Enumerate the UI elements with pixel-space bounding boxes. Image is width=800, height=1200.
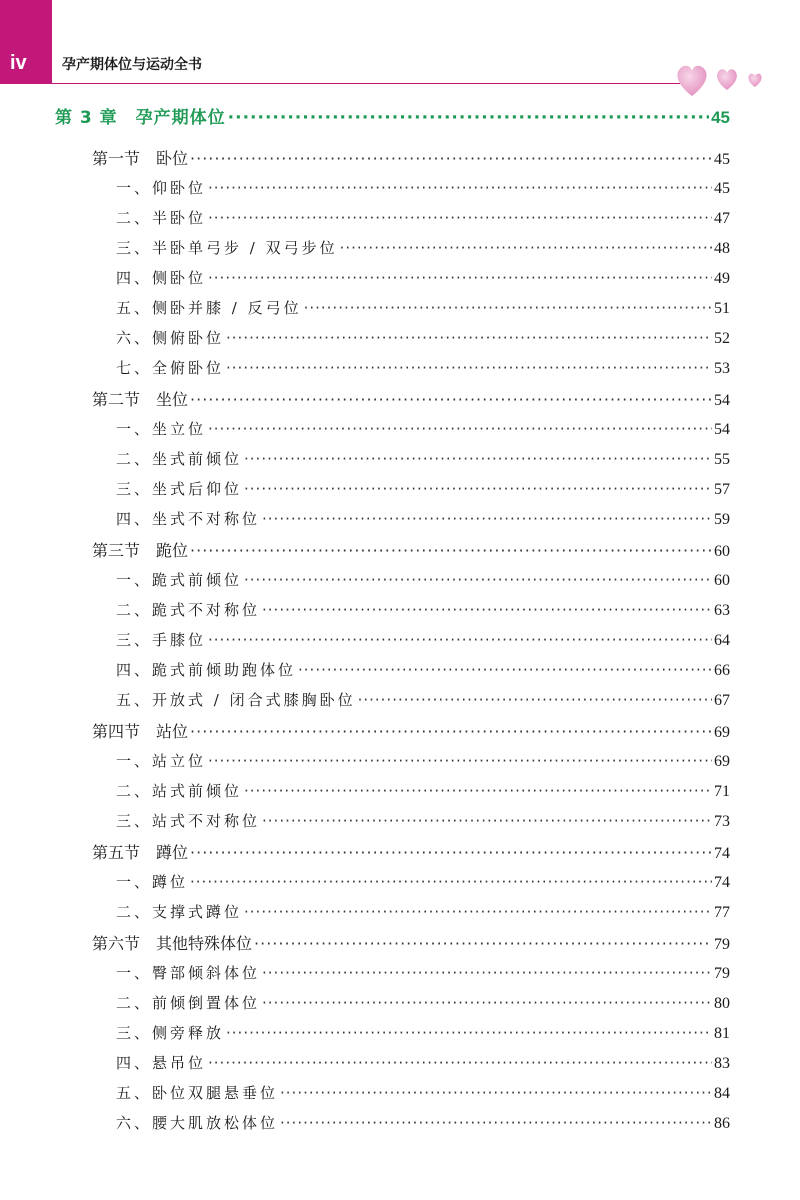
- toc-page-number: 74: [714, 874, 730, 891]
- toc-item-label: 二、跪式不对称位: [116, 601, 261, 619]
- toc-page-number: 52: [714, 330, 730, 347]
- toc-page-number: 57: [714, 481, 730, 498]
- dot-leader: [244, 571, 712, 589]
- dot-leader: [298, 661, 712, 679]
- toc-item-label: 二、前倾倒置体位: [116, 994, 261, 1012]
- dot-leader: [190, 722, 712, 741]
- toc-page-number: 47: [714, 210, 730, 227]
- toc-item-label: 四、跪式前倾助跑体位: [116, 661, 297, 679]
- toc-page-number: 79: [714, 965, 730, 982]
- dot-leader: [244, 782, 712, 800]
- toc-page-number: 74: [714, 845, 730, 862]
- toc-page-number: 79: [714, 936, 730, 953]
- toc-item-label: 四、侧卧位: [116, 269, 207, 287]
- toc-section-entry[interactable]: [92, 538, 730, 561]
- dot-leader: [190, 873, 712, 891]
- toc-item-entry[interactable]: [116, 357, 730, 378]
- toc-page-number: 55: [714, 451, 730, 468]
- toc-item-label: 六、侧俯卧位: [116, 329, 225, 347]
- toc-item-entry[interactable]: [116, 750, 730, 771]
- toc-item-entry[interactable]: [116, 237, 730, 258]
- dot-leader: [304, 299, 712, 317]
- toc-item-label: 三、坐式后仰位: [116, 480, 243, 498]
- dot-leader: [228, 108, 709, 128]
- toc-page-number: 69: [714, 753, 730, 770]
- toc-page-number: 71: [714, 783, 730, 800]
- toc-page-number: 73: [714, 813, 730, 830]
- toc-page-number: 83: [714, 1055, 730, 1072]
- toc-item-label: 二、支撑式蹲位: [116, 903, 243, 921]
- toc-item-entry[interactable]: [116, 871, 730, 892]
- dot-leader: [226, 329, 712, 347]
- toc-section-label: 第四节 站位: [92, 722, 189, 741]
- toc-section-entry[interactable]: [92, 931, 730, 954]
- dot-leader: [262, 601, 712, 619]
- toc-page-number: 49: [714, 270, 730, 287]
- toc-item-label: 三、半卧单弓步 / 双弓步位: [116, 239, 338, 257]
- toc-item-entry[interactable]: [116, 810, 730, 831]
- toc-page-number: 54: [714, 392, 730, 409]
- dot-leader: [244, 903, 712, 921]
- toc-page-number: 67: [714, 692, 730, 709]
- toc-item-entry[interactable]: [116, 689, 730, 710]
- toc-item-entry[interactable]: [116, 901, 730, 922]
- dot-leader: [244, 480, 712, 498]
- dot-leader: [208, 631, 712, 649]
- dot-leader: [190, 149, 712, 168]
- toc-item-label: 五、开放式 / 闭合式膝胸卧位: [116, 691, 356, 709]
- toc-item-label: 三、侧旁释放: [116, 1024, 225, 1042]
- toc-item-entry[interactable]: [116, 177, 730, 198]
- dot-leader: [190, 541, 712, 560]
- dot-leader: [208, 1054, 712, 1072]
- toc-page-number: 69: [714, 724, 730, 741]
- dot-leader: [262, 510, 712, 528]
- toc-chapter-label: 第 3 章 孕产期体位: [55, 108, 226, 128]
- dot-leader: [358, 691, 712, 709]
- toc-page-number: 66: [714, 662, 730, 679]
- toc-item-entry[interactable]: [116, 962, 730, 983]
- toc-item-entry[interactable]: [116, 599, 730, 620]
- toc-section-entry[interactable]: [92, 146, 730, 169]
- toc-item-label: 一、站立位: [116, 752, 207, 770]
- toc-item-entry[interactable]: [116, 478, 730, 499]
- toc-item-entry[interactable]: [116, 659, 730, 680]
- dot-leader: [280, 1084, 712, 1102]
- dot-leader: [190, 390, 712, 409]
- toc-item-label: 五、卧位双腿悬垂位: [116, 1084, 279, 1102]
- toc-page-number: 48: [714, 240, 730, 257]
- dot-leader: [190, 843, 712, 862]
- dot-leader: [244, 450, 712, 468]
- toc-item-label: 四、坐式不对称位: [116, 510, 261, 528]
- dot-leader: [262, 964, 712, 982]
- toc-item-entry[interactable]: [116, 418, 730, 439]
- toc-page-number: 60: [714, 543, 730, 560]
- dot-leader: [262, 994, 712, 1012]
- page-number: iv: [10, 52, 27, 74]
- dot-leader: [340, 239, 712, 257]
- toc-page-number: 45: [714, 151, 730, 168]
- toc-item-label: 七、全俯卧位: [116, 359, 225, 377]
- toc-item-label: 二、半卧位: [116, 209, 207, 227]
- toc-item-entry[interactable]: [116, 207, 730, 228]
- dot-leader: [254, 934, 712, 953]
- toc-item-label: 一、臀部倾斜体位: [116, 964, 261, 982]
- dot-leader: [262, 812, 712, 830]
- toc-page-number: 86: [714, 1115, 730, 1132]
- toc-item-entry[interactable]: [116, 448, 730, 469]
- toc-section-entry[interactable]: [92, 840, 730, 863]
- toc-page-number: 51: [714, 300, 730, 317]
- toc-item-entry[interactable]: [116, 267, 730, 288]
- toc-section-label: 第五节 蹲位: [92, 843, 189, 862]
- toc-section-entry[interactable]: [92, 387, 730, 410]
- toc-page-number: 77: [714, 904, 730, 921]
- toc-page-number: 59: [714, 511, 730, 528]
- toc-item-label: 二、坐式前倾位: [116, 450, 243, 468]
- toc-page-number: 45: [714, 180, 730, 197]
- toc-item-entry[interactable]: [116, 1112, 730, 1133]
- dot-leader: [226, 359, 712, 377]
- toc-page-number: 64: [714, 632, 730, 649]
- toc-item-entry[interactable]: [116, 780, 730, 801]
- toc-item-entry[interactable]: [116, 992, 730, 1013]
- toc-page-number: 53: [714, 360, 730, 377]
- toc-page-number: 45: [711, 108, 730, 127]
- toc-item-label: 一、蹲位: [116, 873, 189, 891]
- toc-section-entry[interactable]: [92, 719, 730, 742]
- toc-section-label: 第二节 坐位: [92, 390, 189, 409]
- toc-page-number: 81: [714, 1025, 730, 1042]
- toc-item-entry[interactable]: [116, 1022, 730, 1043]
- toc-item-label: 一、跪式前倾位: [116, 571, 243, 589]
- dot-leader: [208, 420, 712, 438]
- toc-item-label: 二、站式前倾位: [116, 782, 243, 800]
- toc-page-number: 54: [714, 421, 730, 438]
- toc-item-entry[interactable]: [116, 327, 730, 348]
- dot-leader: [208, 752, 712, 770]
- toc-item-entry[interactable]: [116, 297, 730, 318]
- toc-chapter-entry[interactable]: [55, 103, 730, 128]
- toc-item-label: 一、坐立位: [116, 420, 207, 438]
- dot-leader: [280, 1114, 712, 1132]
- toc-item-entry[interactable]: [116, 629, 730, 650]
- toc-page-number: 80: [714, 995, 730, 1012]
- toc-item-label: 六、腰大肌放松体位: [116, 1114, 279, 1132]
- toc-item-label: 三、站式不对称位: [116, 812, 261, 830]
- toc-page-number: 63: [714, 602, 730, 619]
- toc-page-number: 60: [714, 572, 730, 589]
- toc-section-label: 第三节 跪位: [92, 541, 189, 560]
- dot-leader: [208, 269, 712, 287]
- dot-leader: [208, 209, 712, 227]
- toc-item-entry[interactable]: [116, 569, 730, 590]
- toc-item-entry[interactable]: [116, 508, 730, 529]
- toc-item-label: 三、手膝位: [116, 631, 207, 649]
- toc-item-label: 一、仰卧位: [116, 179, 207, 197]
- toc-section-label: 第一节 卧位: [92, 149, 189, 168]
- toc-item-entry[interactable]: [116, 1082, 730, 1103]
- toc-item-label: 四、悬吊位: [116, 1054, 207, 1072]
- book-title: 孕产期体位与运动全书: [62, 57, 202, 73]
- toc-item-label: 五、侧卧并膝 / 反弓位: [116, 299, 302, 317]
- toc-page-number: 84: [714, 1085, 730, 1102]
- toc-section-label: 第六节 其他特殊体位: [92, 934, 253, 953]
- dot-leader: [226, 1024, 712, 1042]
- dot-leader: [208, 179, 712, 197]
- toc-item-entry[interactable]: [116, 1052, 730, 1073]
